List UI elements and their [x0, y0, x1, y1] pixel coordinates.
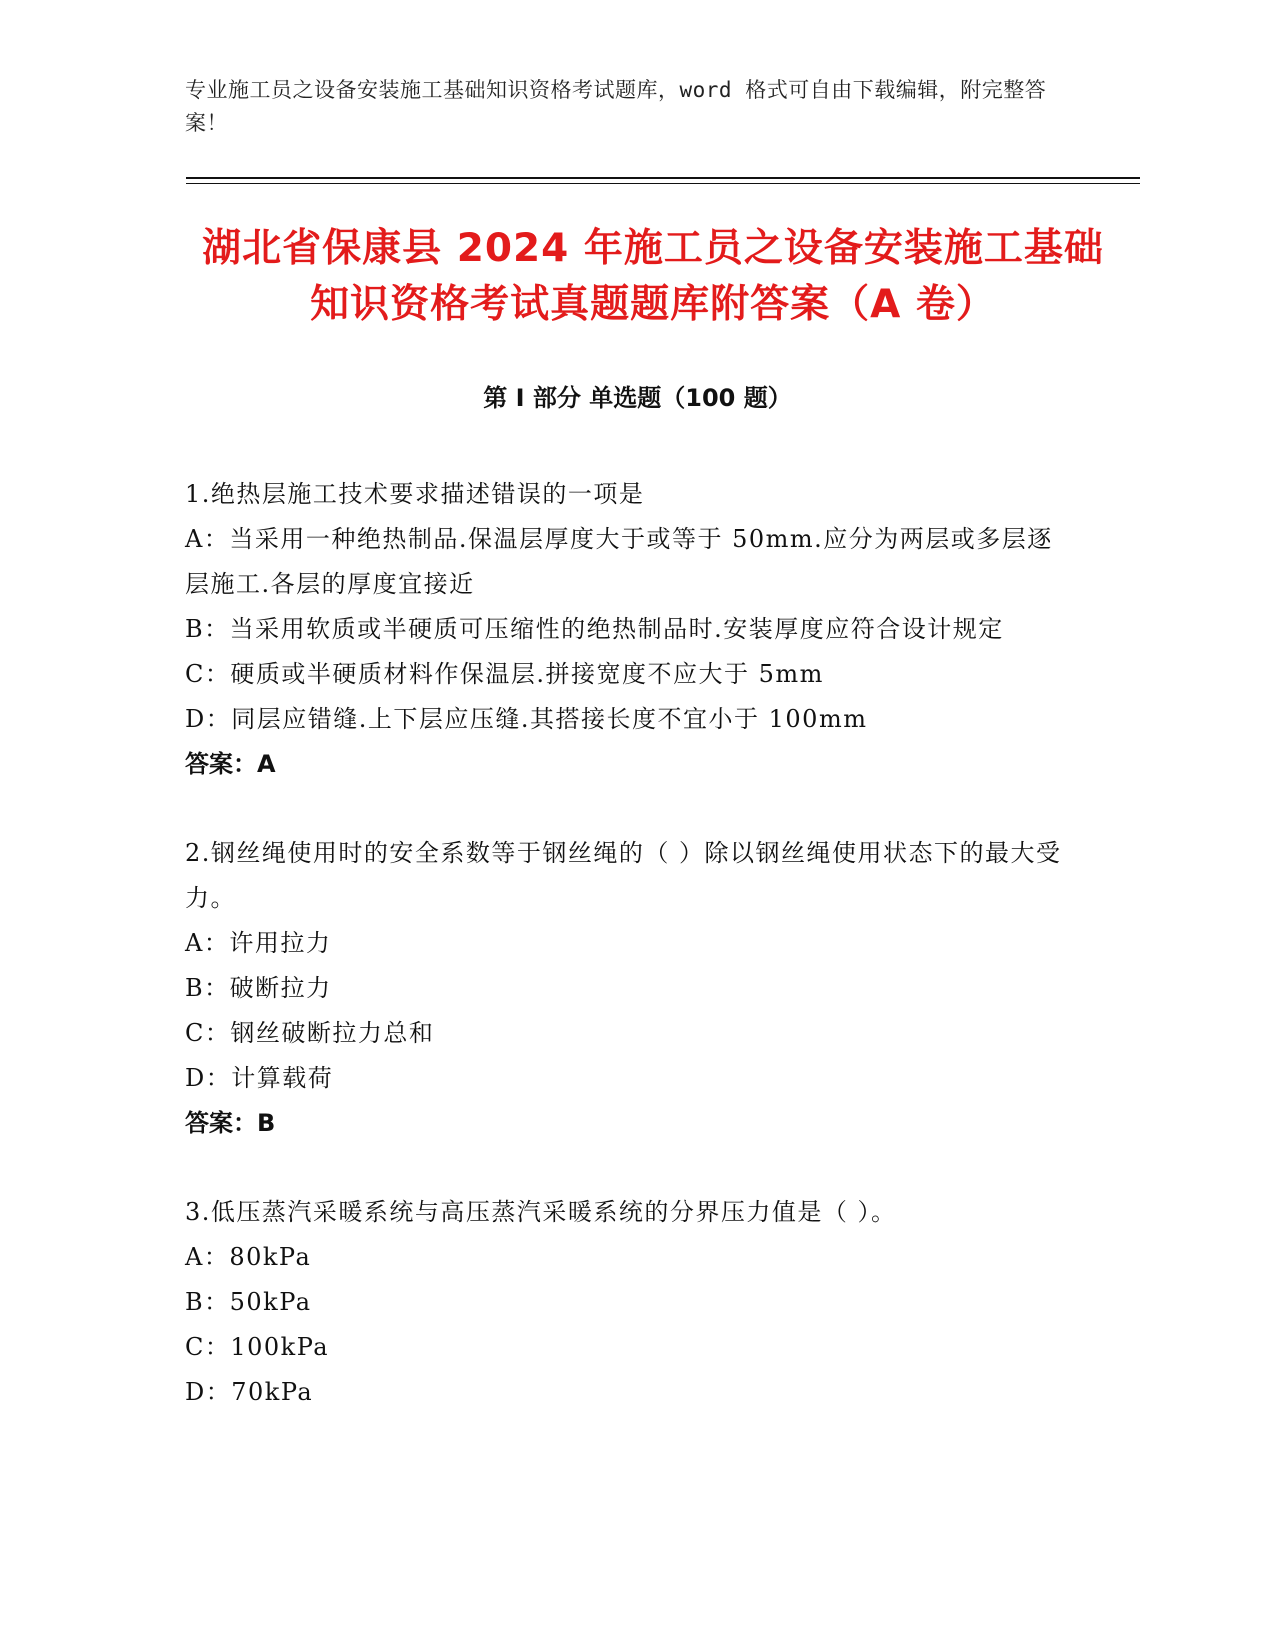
- option-text: 70kPa: [231, 1378, 314, 1406]
- question-1-option-b: [185, 607, 1065, 652]
- question-2-option-b: [185, 966, 1065, 1011]
- question-3-number: 3.: [185, 1198, 211, 1226]
- question-1-text: 绝热层施工技术要求描述错误的一项是: [210, 480, 645, 508]
- option-label: D：: [185, 1378, 232, 1406]
- question-1: [185, 472, 1065, 787]
- question-1-option-a: [185, 517, 1065, 607]
- question-2-option-d: [185, 1056, 1065, 1101]
- question-list: [185, 472, 1065, 1459]
- question-1-answer: 答案：A: [185, 750, 276, 778]
- question-3-option-b: [185, 1280, 1065, 1325]
- question-2-stem: [185, 831, 1065, 921]
- option-text: 破断拉力: [229, 974, 332, 1002]
- option-text: 50kPa: [229, 1288, 312, 1316]
- option-label: C：: [185, 660, 231, 688]
- question-2-answer: 答案：B: [185, 1109, 276, 1137]
- section-heading: 第 I 部分 单选题（100 题）: [483, 384, 792, 412]
- document-title: 湖北省保康县 2024 年施工员之设备安装施工基础知识资格考试真题题库附答案（A 卷）: [202, 226, 1104, 327]
- option-label: B：: [185, 615, 230, 643]
- option-text: 硬质或半硬质材料作保温层.拼接宽度不应大于 5mm: [230, 660, 824, 688]
- option-text: 钢丝破断拉力总和: [230, 1019, 435, 1047]
- option-text: 当采用一种绝热制品.保温层厚度大于或等于 50mm.应分为两层或多层逐层施工.各层的厚度宜接近: [185, 525, 1053, 598]
- option-text: 计算载荷: [231, 1064, 334, 1092]
- header-divider-thick: [186, 177, 1140, 179]
- option-label: C：: [185, 1333, 231, 1361]
- option-label: D：: [185, 1064, 232, 1092]
- question-2: [185, 831, 1065, 1146]
- header-divider-thin: [186, 183, 1140, 184]
- question-1-stem: [185, 472, 1065, 517]
- question-2-option-c: [185, 1011, 1065, 1056]
- option-text: 80kPa: [229, 1243, 312, 1271]
- question-3: [185, 1190, 1065, 1415]
- question-3-option-c: [185, 1325, 1065, 1370]
- question-3-option-a: [185, 1235, 1065, 1280]
- question-2-option-a: [185, 921, 1065, 966]
- option-text: 同层应错缝.上下层应压缝.其搭接长度不宜小于 100mm: [231, 705, 868, 733]
- option-label: A：: [185, 1243, 230, 1271]
- question-3-text: 低压蒸汽采暖系统与高压蒸汽采暖系统的分界压力值是（ ）。: [210, 1198, 897, 1226]
- option-text: 当采用软质或半硬质可压缩性的绝热制品时.安装厚度应符合设计规定: [229, 615, 1004, 643]
- option-label: B：: [185, 1288, 230, 1316]
- option-text: 100kPa: [230, 1333, 330, 1361]
- question-2-number: 2.: [185, 839, 211, 867]
- option-label: D：: [185, 705, 232, 733]
- option-label: A：: [185, 929, 230, 957]
- question-1-number: 1.: [185, 480, 211, 508]
- question-3-stem: [185, 1190, 1065, 1235]
- question-3-option-d: [185, 1370, 1065, 1415]
- question-1-option-d: [185, 697, 1065, 742]
- option-label: C：: [185, 1019, 231, 1047]
- option-label: A：: [185, 525, 230, 553]
- option-label: B：: [185, 974, 230, 1002]
- question-1-option-c: [185, 652, 1065, 697]
- option-text: 许用拉力: [229, 929, 332, 957]
- question-2-text: 钢丝绳使用时的安全系数等于钢丝绳的（ ）除以钢丝绳使用状态下的最大受力。: [185, 839, 1062, 912]
- header-note: 专业施工员之设备安装施工基础知识资格考试题库，word 格式可自由下载编辑，附完整答案！: [185, 78, 1047, 135]
